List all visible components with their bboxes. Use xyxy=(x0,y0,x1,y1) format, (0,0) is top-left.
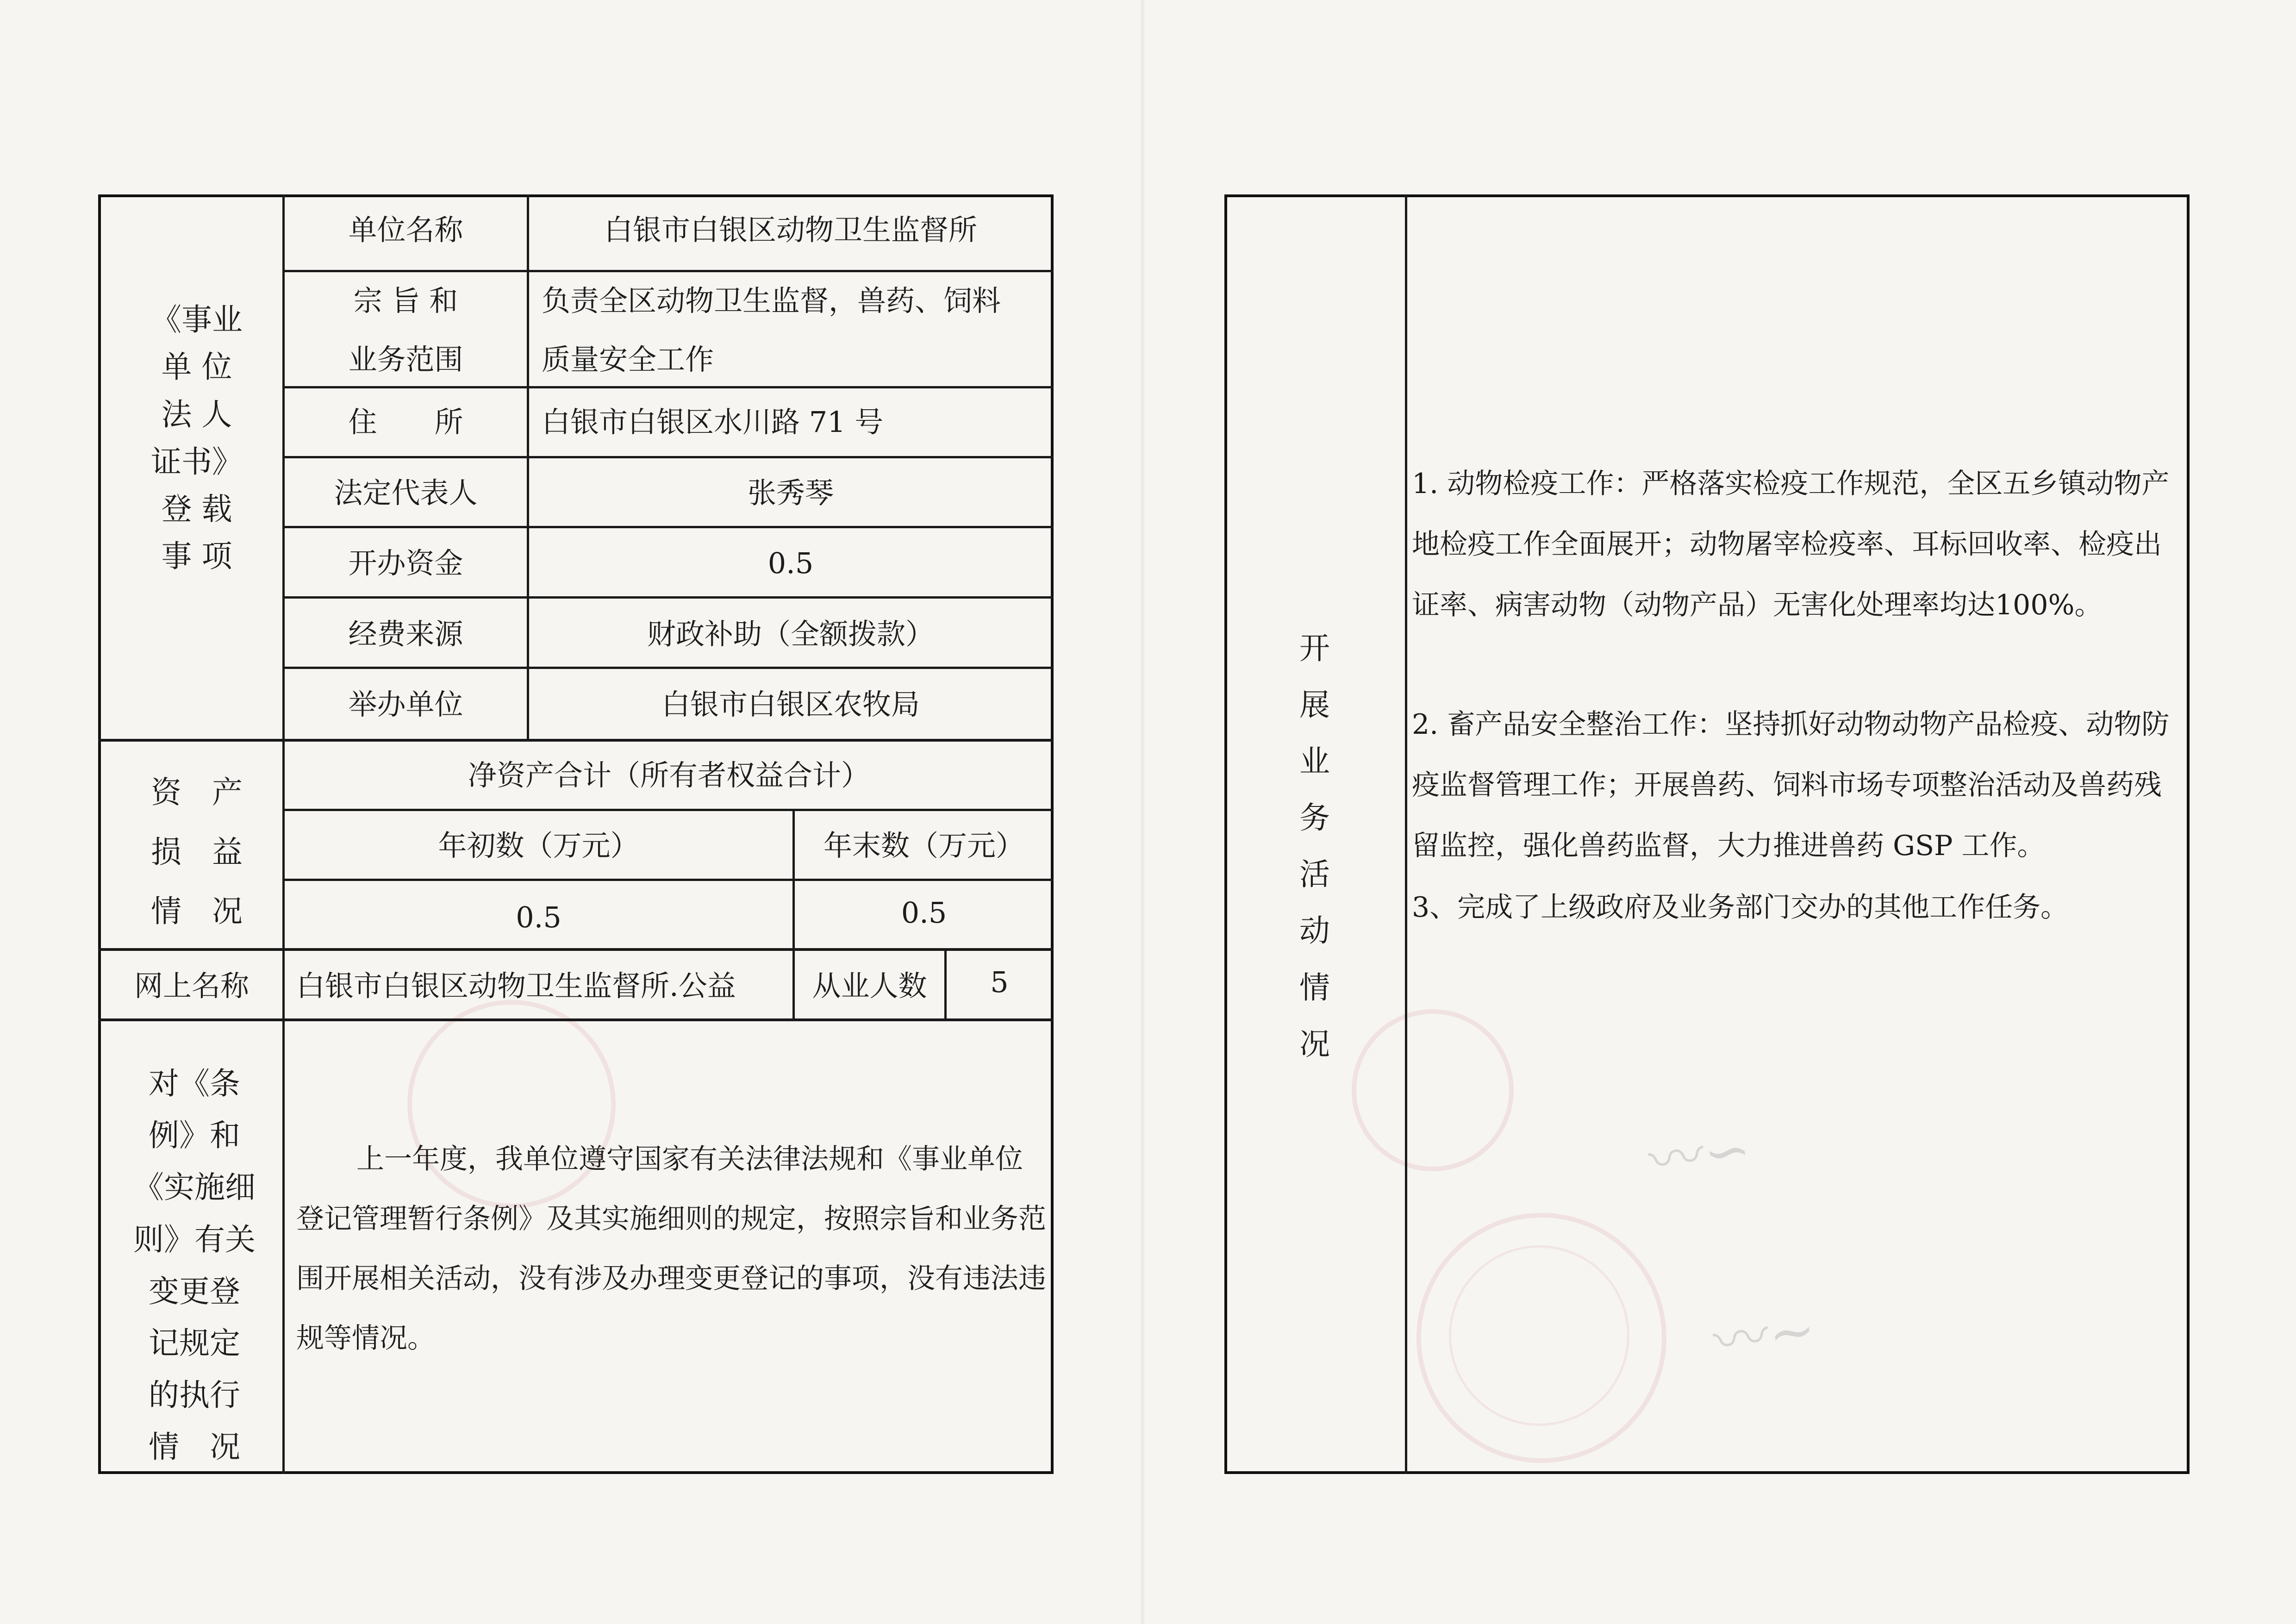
grid-line xyxy=(282,809,1054,811)
grid-line xyxy=(282,270,1054,272)
value-start-capital: 0.5 xyxy=(767,546,814,580)
label-online-name: 网上名称 xyxy=(134,969,249,1003)
grid-line xyxy=(282,596,1054,599)
section-label-activities: 开 展 业 务 活 动 情 况 xyxy=(1299,631,1330,1062)
regulation-compliance-text xyxy=(296,1130,1046,1368)
grid-line xyxy=(282,456,1054,458)
section-label-regulation: 对《条 例》和 《实施细 则》有关 变更登 记规定 的执行 情 况 xyxy=(133,1066,256,1465)
bleed-through-signature-lower: 〰~ xyxy=(1709,1297,1820,1375)
grid-line xyxy=(527,194,529,741)
activity-item-1: 1. 动物检疫工作：严格落实检疫工作规范，全区五乡镇动物产地检疫工作全面展开；动物屠宰检疫率、耳标回收率、检疫出证率、病害动物（动物产品）无害化处理率均达100%。 xyxy=(1412,468,2170,621)
label-address: 住 所 xyxy=(348,405,463,439)
grid-line xyxy=(98,739,1054,742)
label-purpose-line1: 宗 旨 和 xyxy=(353,284,458,318)
value-begin-of-year: 0.5 xyxy=(516,900,562,934)
label-sponsor: 举办单位 xyxy=(348,687,463,721)
value-end-of-year: 0.5 xyxy=(901,896,947,930)
regulation-compliance-text-body: 上一年度，我单位遵守国家有关法律法规和《事业单位登记管理暂行条例》及其实施细则的规定，按照宗旨和业务范围开展相关活动，没有涉及办理变更登记的事项，没有违法违规等情况。 xyxy=(296,1143,1046,1355)
label-legal-representative: 法定代表人 xyxy=(334,476,478,510)
value-sponsor: 白银市白银区农牧局 xyxy=(661,687,920,721)
value-funding-source: 财政补助（全额拨款） xyxy=(647,617,934,651)
value-address: 白银市白银区水川路 71 号 xyxy=(542,405,884,439)
page-fold xyxy=(1140,0,1145,1624)
grid-line xyxy=(98,948,1054,951)
value-purpose-line2: 质量安全工作 xyxy=(542,343,714,376)
value-unit-name: 白银市白银区动物卫生监督所 xyxy=(604,213,977,247)
header-net-assets: 净资产合计（所有者权益合计） xyxy=(468,758,870,792)
header-end-of-year: 年末数（万元） xyxy=(823,829,1024,862)
activity-item-3: 3、完成了上级政府及业务部门交办的其他工作任务。 xyxy=(1412,891,2069,924)
label-funding-source: 经费来源 xyxy=(348,617,463,651)
label-unit-name: 单位名称 xyxy=(348,213,463,247)
grid-line xyxy=(282,879,1054,881)
grid-line xyxy=(282,949,285,1474)
value-purpose-line1: 负责全区动物卫生监督，兽药、饲料 xyxy=(542,284,1001,318)
label-staff-count: 从业人数 xyxy=(812,969,927,1003)
value-online-name: 白银市白银区动物卫生监督所.公益 xyxy=(296,969,736,1003)
grid-line xyxy=(1405,194,1407,1474)
section-label-certificate: 《事业 单 位 法 人 证书》 登 载 事 项 xyxy=(151,302,243,575)
value-staff-count: 5 xyxy=(990,965,1009,999)
grid-line xyxy=(282,667,1054,669)
header-begin-of-year: 年初数（万元） xyxy=(438,829,639,862)
section-label-assets: 资 产 损 益 情 况 xyxy=(151,775,243,930)
grid-line xyxy=(282,386,1054,388)
value-legal-representative: 张秀琴 xyxy=(747,476,834,510)
bleed-through-signature: 〰∽ xyxy=(1644,1117,1755,1195)
label-start-capital: 开办资金 xyxy=(348,546,463,580)
grid-line xyxy=(98,1018,1054,1021)
grid-line xyxy=(282,526,1054,528)
label-purpose-line2: 业务范围 xyxy=(348,343,463,376)
activity-item-2: 2. 畜产品安全整治工作：坚持抓好动物动物产品检疫、动物防疫监督管理工作；开展兽药、饲料市场专项整治活动及兽药残留监控，强化兽药监督，大力推进兽药 GSP 工作。 xyxy=(1412,708,2170,862)
